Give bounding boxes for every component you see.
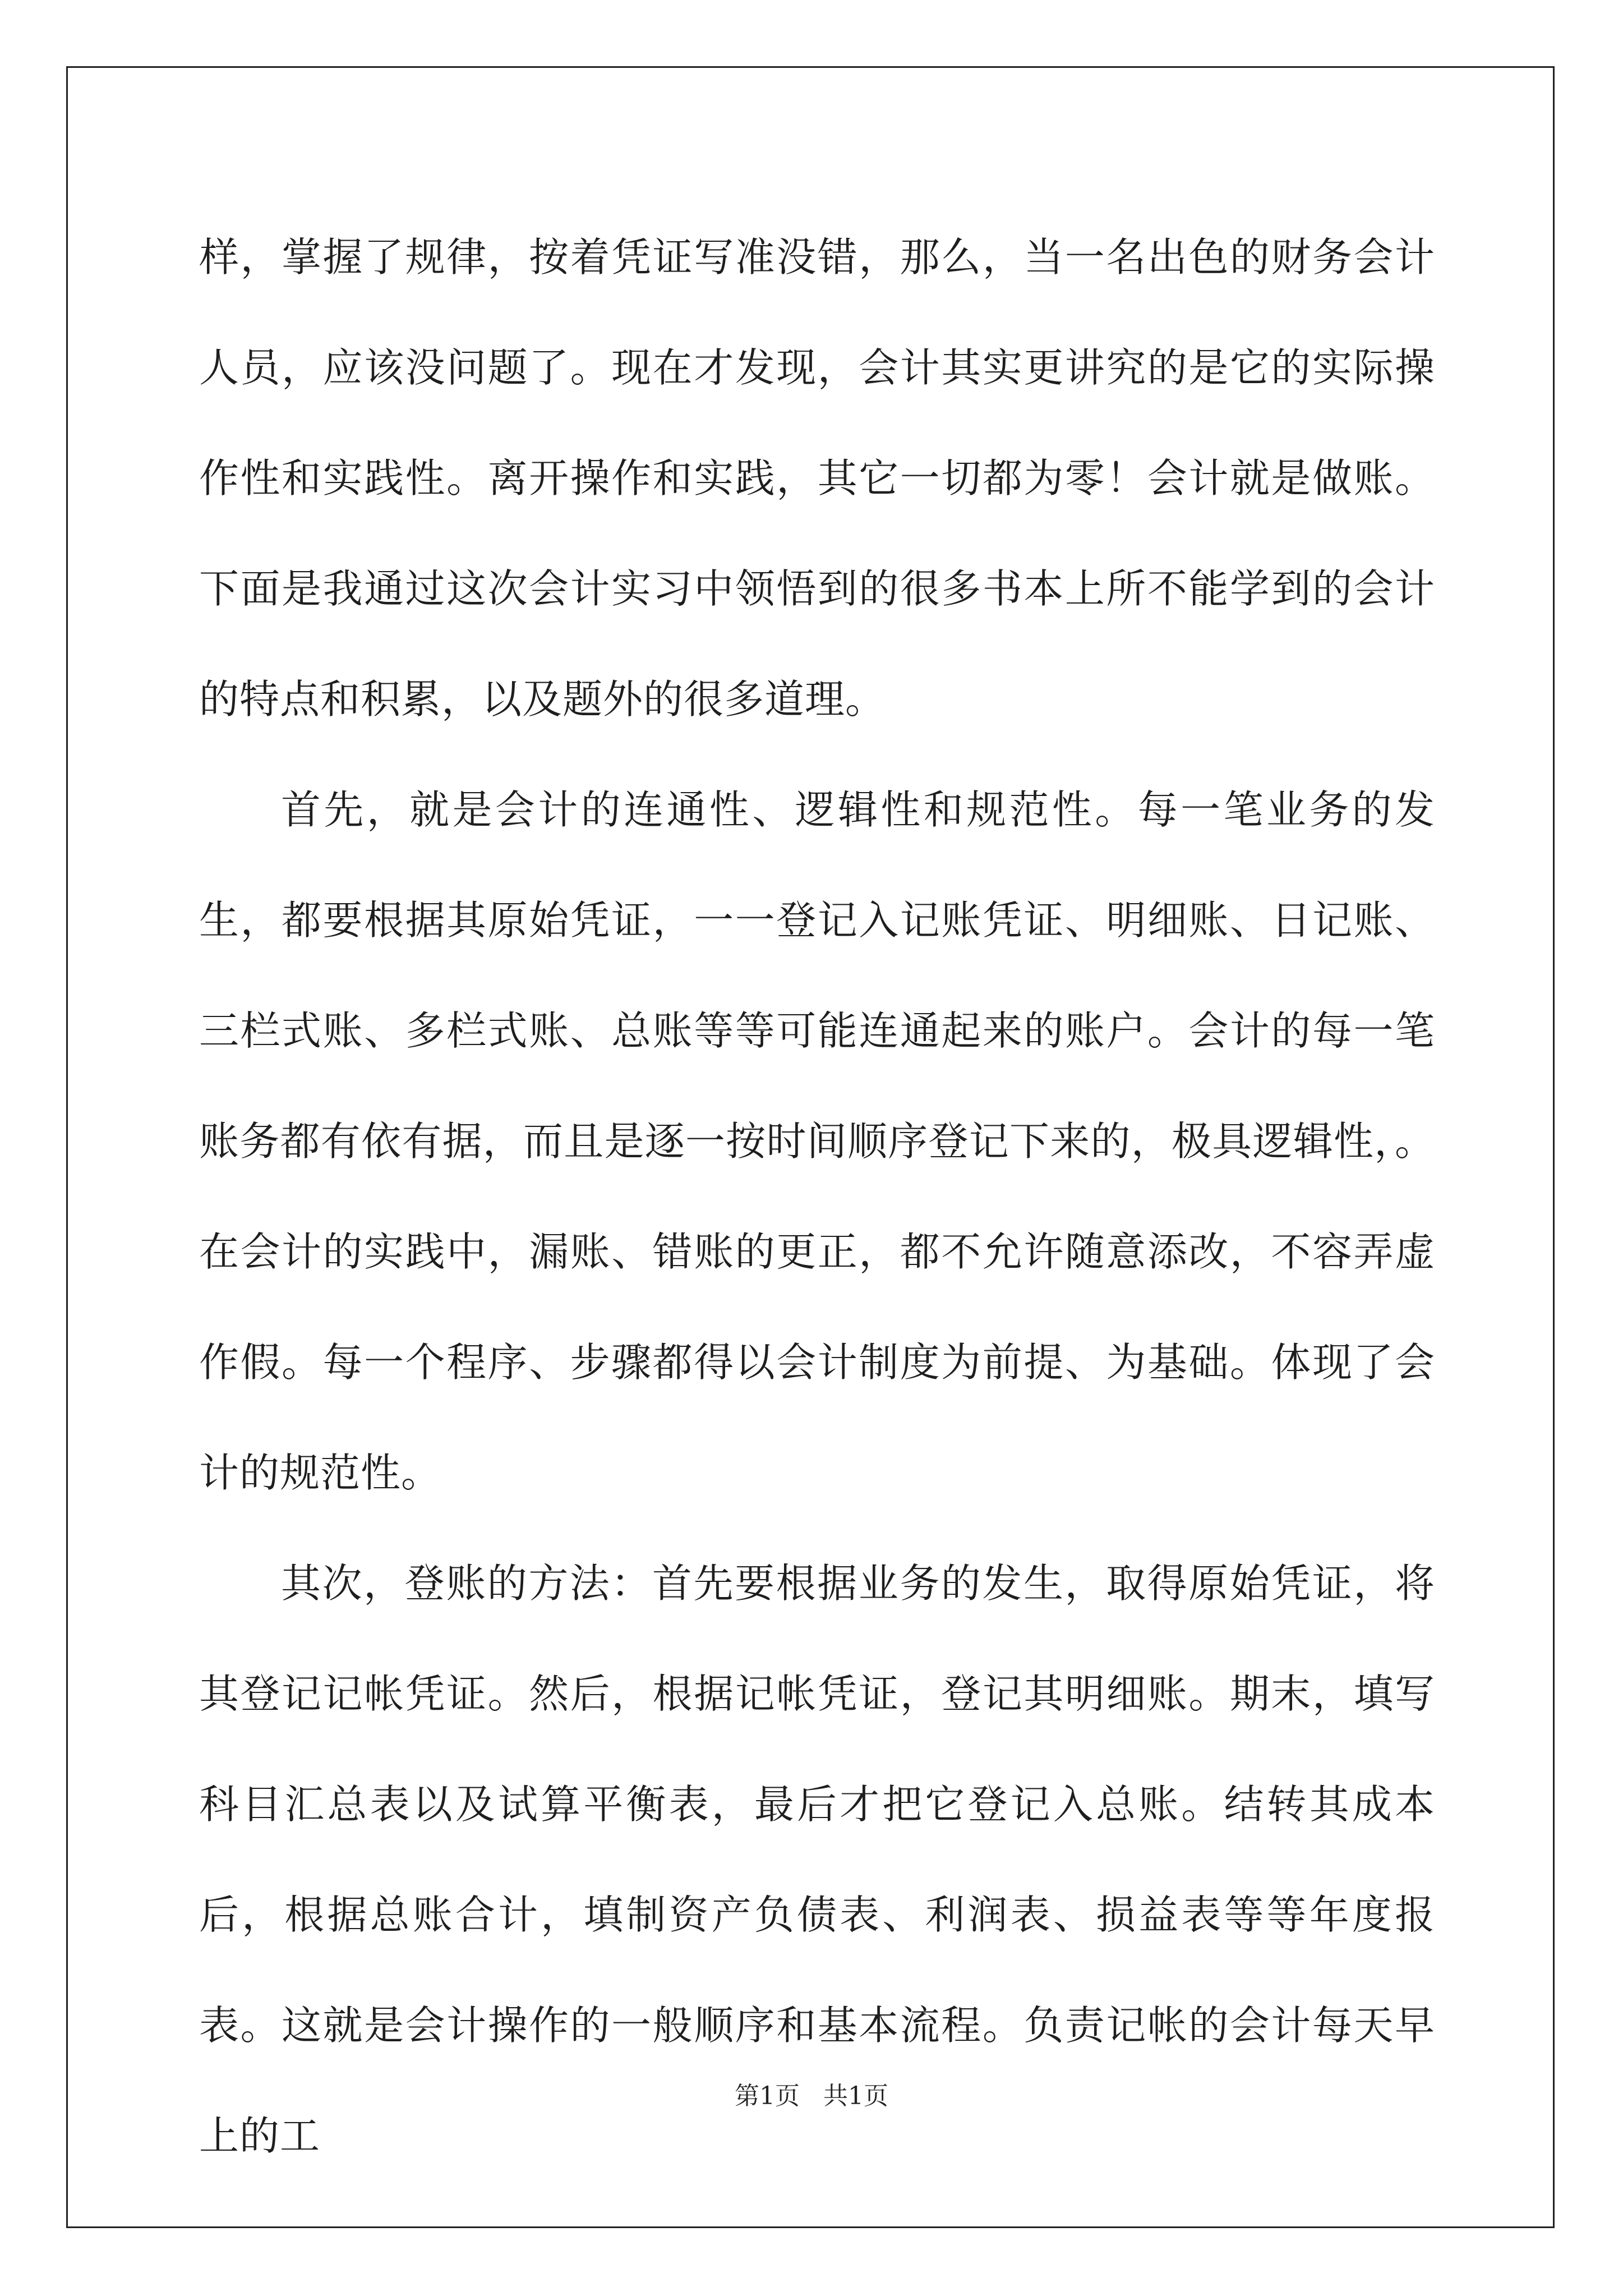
paragraph: 其次，登账的方法：首先要根据业务的发生，取得原始凭证，将其登记记帐凭证。然后，根据记帐凭证，登记其明细账。期末，填写科目汇总表以及试算平衡表，最后才把它登记入总账。结转其成本后，根据总账合计，填制资产负债表、利润表、损益表等等年度报表。这就是会计操作的一般顺序和基本流程。负责记帐的会计每天早上的工 <box>199 1560 1435 2159</box>
document-body <box>199 202 1435 2191</box>
paragraph: 样，掌握了规律，按着凭证写准没错，那么，当一名出色的财务会计人员，应该没问题了。现在才发现，会计其实更讲究的是它的实际操作性和实践性。离开操作和实践，其它一切都为零！会计就是做账。下面是我通过这次会计实习中领悟到的很多书本上所不能学到的会计的特点和积累，以及题外的很多道理。 <box>199 234 1435 723</box>
page-footer: 第1页 共1页 <box>735 2082 888 2110</box>
paragraph: 首先，就是会计的连通性、逻辑性和规范性。每一笔业务的发生，都要根据其原始凭证，一一登记入记账凭证、明细账、日记账、三栏式账、多栏式账、总账等等可能连通起来的账户。会计的每一笔账务都有依有据，而且是逐一按时间顺序登记下来的，极具逻辑性，。在会计的实践中，漏账、错账的更正，都不允许随意添改，不容弄虚作假。每一个程序、步骤都得以会计制度为前提、为基础。体现了会计的规范性。 <box>199 786 1435 1496</box>
